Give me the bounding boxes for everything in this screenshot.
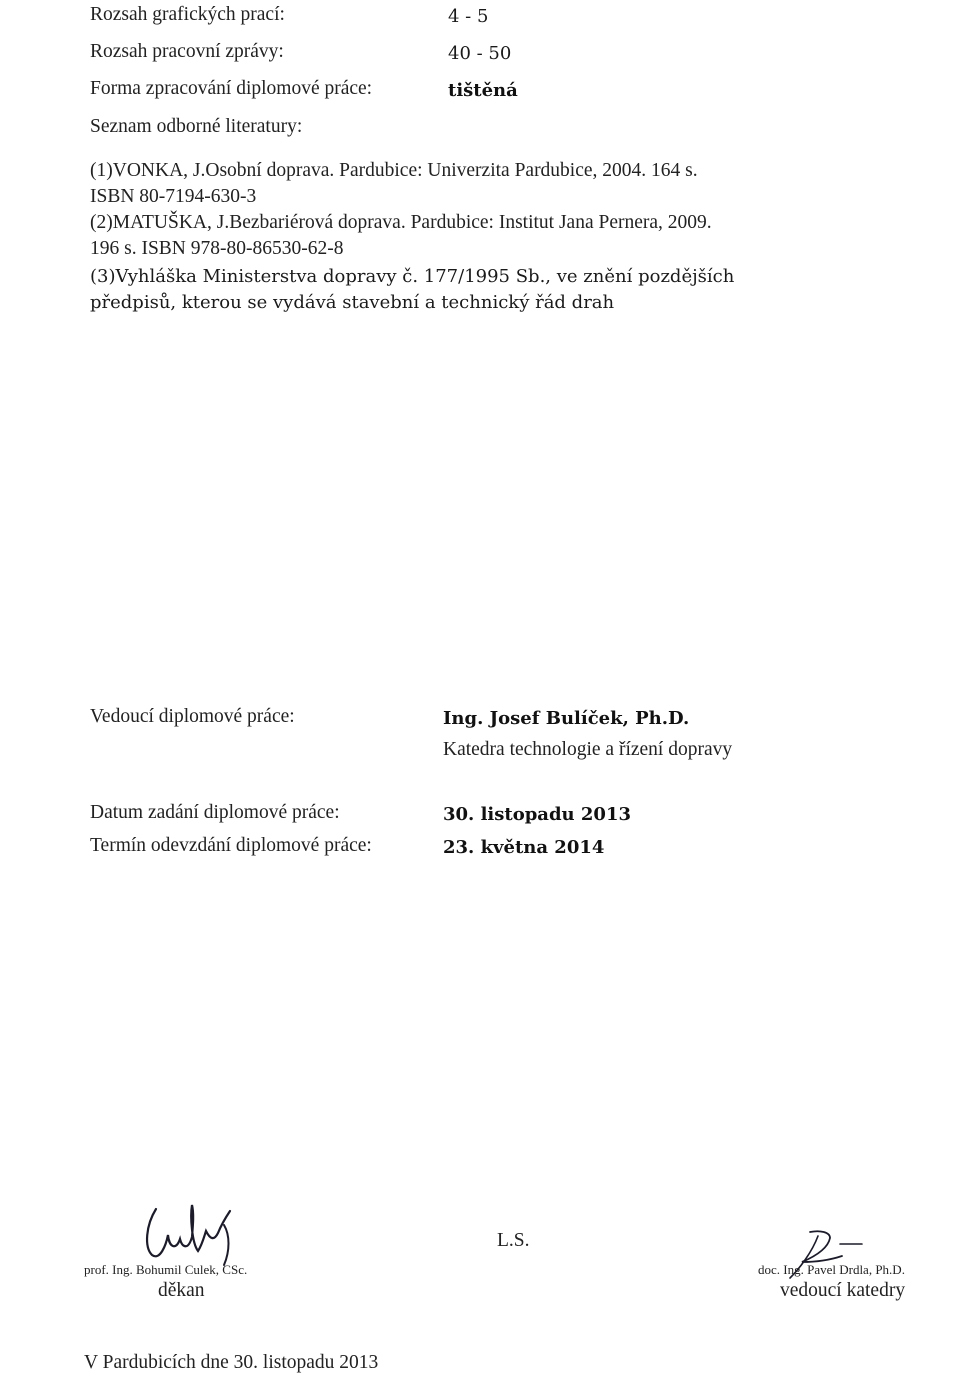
field-label-graphics-scope: Rozsah grafických prací: xyxy=(90,4,285,25)
literature-line-3: (2)MATUŠKA, J.Bezbariérová doprava. Pardubice: Institut Jana Pernera, 2009. xyxy=(90,212,712,233)
dean-title: děkan xyxy=(158,1280,205,1301)
due-date-value: 23. května 2014 xyxy=(443,837,605,858)
supervisor-label: Vedoucí diplomové práce: xyxy=(90,706,295,727)
literature-line-5: (3)Vyhláška Ministerstva dopravy č. 177/1995 Sb., ve znění pozdějších xyxy=(90,266,735,287)
head-of-department-title: vedoucí katedry xyxy=(780,1280,906,1301)
field-label-form: Forma zpracování diplomové práce: xyxy=(90,78,373,99)
due-date-label: Termín odevzdání diplomové práce: xyxy=(90,835,372,856)
seal-mark: L.S. xyxy=(497,1230,530,1251)
head-of-department-name: doc. Ing. Pavel Drdla, Ph.D. xyxy=(758,1262,905,1277)
assigned-date-value: 30. listopadu 2013 xyxy=(443,804,631,825)
field-value-form: tištěná xyxy=(448,80,518,101)
supervisor-department: Katedra technologie a řízení dopravy xyxy=(443,739,733,760)
literature-line-2: ISBN 80-7194-630-3 xyxy=(90,186,257,207)
place-and-date: V Pardubicích dne 30. listopadu 2013 xyxy=(84,1352,379,1373)
literature-line-4: 196 s. ISBN 978-80-86530-62-8 xyxy=(90,238,344,259)
field-label-report-scope: Rozsah pracovní zprávy: xyxy=(90,41,284,62)
literature-line-1: (1)VONKA, J.Osobní doprava. Pardubice: Univerzita Pardubice, 2004. 164 s. xyxy=(90,160,698,181)
supervisor-name: Ing. Josef Bulíček, Ph.D. xyxy=(443,708,690,729)
field-value-report-scope: 40 - 50 xyxy=(448,43,512,64)
dean-signature xyxy=(138,1195,248,1270)
literature-line-6: předpisů, kterou se vydává stavební a technický řád drah xyxy=(90,292,615,313)
dean-name: prof. Ing. Bohumil Culek, CSc. xyxy=(84,1262,248,1277)
field-label-literature: Seznam odborné literatury: xyxy=(90,116,303,137)
assigned-date-label: Datum zadání diplomové práce: xyxy=(90,802,340,823)
field-value-graphics-scope: 4 - 5 xyxy=(448,6,489,27)
